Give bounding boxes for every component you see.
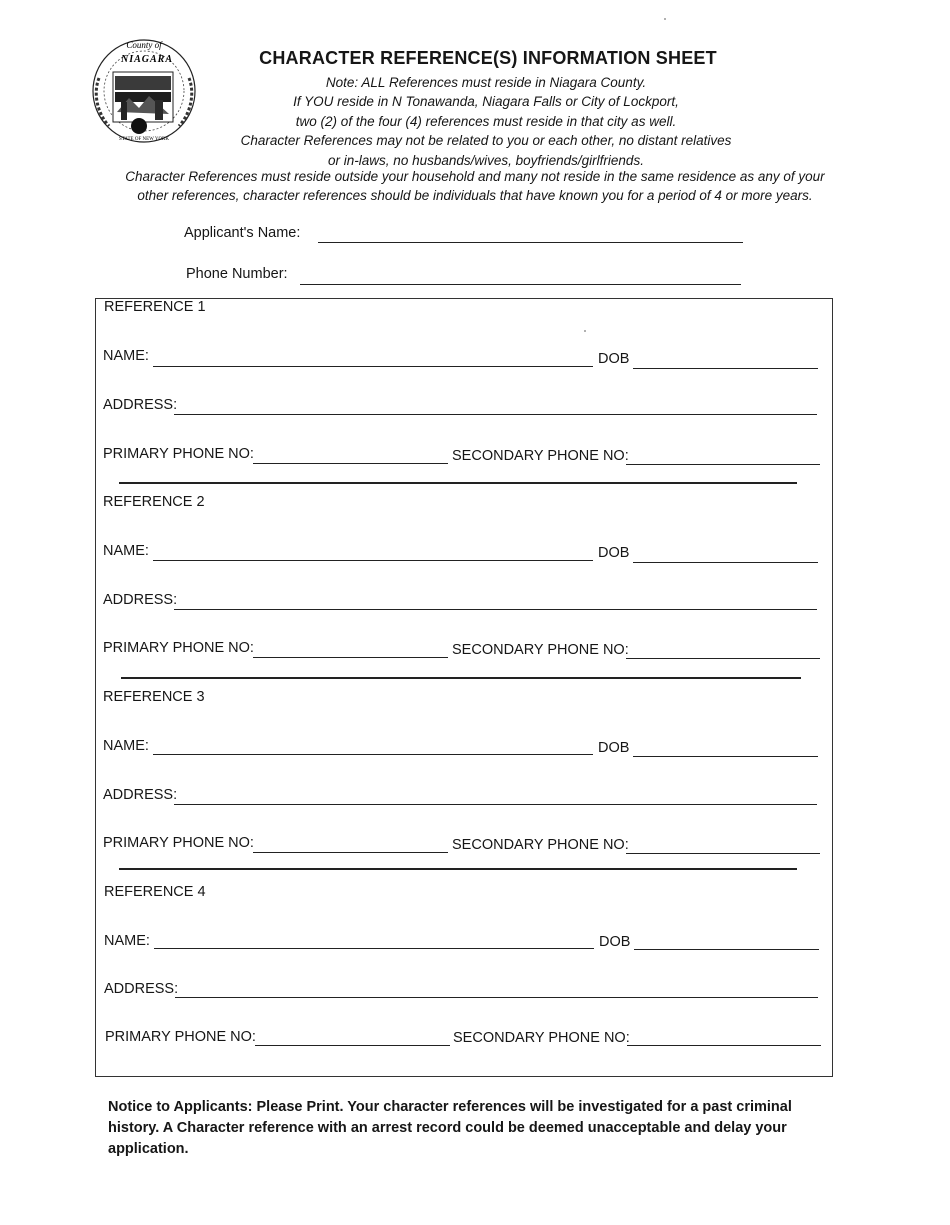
reference-4-address-field[interactable]	[175, 997, 818, 998]
reference-divider	[119, 482, 797, 484]
reference-3-name-label: NAME:	[103, 738, 149, 754]
applicant-name-field[interactable]	[318, 242, 743, 243]
reference-2-secondary-phone-label: SECONDARY PHONE NO:	[452, 642, 629, 658]
reference-2-secondary-phone-field[interactable]	[626, 658, 820, 659]
reference-2-name-field[interactable]	[153, 560, 593, 561]
note-line: Character References may not be related to you or each other, no distant relatives	[240, 133, 732, 149]
note-line: or in-laws, no husbands/wives, boyfriends/girlfriends.	[328, 152, 644, 168]
reference-4-primary-phone-field[interactable]	[255, 1045, 450, 1046]
reference-1-secondary-phone-field[interactable]	[626, 464, 820, 465]
reference-4-dob-label: DOB	[599, 934, 631, 950]
reference-4-title: REFERENCE 4	[104, 884, 206, 900]
form-title: CHARACTER REFERENCE(S) INFORMATION SHEET	[259, 48, 717, 68]
reference-1-name-label: NAME:	[103, 348, 149, 364]
reference-1-dob-field[interactable]	[633, 368, 818, 369]
reference-3-name-field[interactable]	[153, 754, 593, 755]
applicant-phone-field[interactable]	[300, 284, 741, 285]
reference-2-primary-phone-label: PRIMARY PHONE NO:	[103, 640, 254, 656]
reference-2-address-field[interactable]	[174, 609, 817, 610]
reference-4-dob-field[interactable]	[634, 949, 819, 950]
note-line: Note: ALL References must reside in Niagara County.	[325, 75, 647, 90]
reference-2-address-label: ADDRESS:	[103, 592, 178, 608]
reference-3-dob-field[interactable]	[633, 756, 818, 757]
reference-2-title: REFERENCE 2	[103, 494, 205, 510]
applicant-name-label: Applicant's Name:	[184, 225, 301, 241]
reference-1-dob-label: DOB	[598, 351, 630, 367]
reference-3-dob-label: DOB	[598, 740, 630, 756]
note-line: If YOU reside in N Tonawanda, Niagara Falls or City of Lockport,	[293, 94, 679, 110]
svg-text:County of: County of	[126, 40, 162, 50]
reference-3-title: REFERENCE 3	[103, 689, 205, 705]
reference-4-secondary-phone-label: SECONDARY PHONE NO:	[453, 1030, 630, 1046]
reference-2-primary-phone-field[interactable]	[253, 657, 448, 658]
reference-1-address-label: ADDRESS:	[103, 397, 178, 413]
reference-1-primary-phone-field[interactable]	[253, 463, 448, 464]
note-line: two (2) of the four (4) references must reside in that city as well.	[295, 113, 677, 129]
reference-2-dob-label: DOB	[598, 545, 630, 561]
applicant-phone-label: Phone Number:	[186, 266, 288, 282]
reference-4-address-label: ADDRESS:	[104, 981, 179, 997]
reference-3-secondary-phone-label: SECONDARY PHONE NO:	[452, 837, 629, 853]
reference-1-title: REFERENCE 1	[104, 299, 206, 315]
reference-1-name-field[interactable]	[153, 366, 593, 367]
reference-3-address-label: ADDRESS:	[103, 787, 178, 803]
reference-3-primary-phone-field[interactable]	[253, 852, 448, 853]
svg-text:STATE OF NEW YORK: STATE OF NEW YORK	[118, 137, 170, 142]
reference-divider	[121, 677, 801, 679]
reference-4-name-label: NAME:	[104, 933, 150, 949]
reference-1-secondary-phone-label: SECONDARY PHONE NO:	[452, 448, 629, 464]
reference-3-address-field[interactable]	[174, 804, 817, 805]
reference-4-name-field[interactable]	[154, 948, 594, 949]
household-note	[0, 167, 950, 206]
scan-speck	[584, 330, 586, 332]
reference-2-dob-field[interactable]	[633, 562, 818, 563]
scan-speck	[664, 18, 666, 20]
note-line: other references, character references should be individuals that have known you for a period of 4 or more years.	[137, 188, 813, 204]
reference-4-primary-phone-label: PRIMARY PHONE NO:	[105, 1029, 256, 1045]
notice-to-applicants: Notice to Applicants: Please Print. Your character references will be investigated for a past criminal history. A Character reference with an arrest record could be deemed unacceptable and delay your application.	[108, 1099, 792, 1157]
reference-4-secondary-phone-field[interactable]	[627, 1045, 821, 1046]
residency-note	[0, 73, 950, 170]
reference-1-primary-phone-label: PRIMARY PHONE NO:	[103, 446, 254, 462]
reference-3-secondary-phone-field[interactable]	[626, 853, 820, 854]
note-line: Character References must reside outside your household and many not reside in the same residence as any of your	[125, 169, 825, 184]
reference-3-primary-phone-label: PRIMARY PHONE NO:	[103, 835, 254, 851]
reference-1-address-field[interactable]	[174, 414, 817, 415]
reference-2-name-label: NAME:	[103, 543, 149, 559]
reference-divider	[119, 868, 797, 870]
svg-text:NIAGARA: NIAGARA	[120, 54, 174, 65]
